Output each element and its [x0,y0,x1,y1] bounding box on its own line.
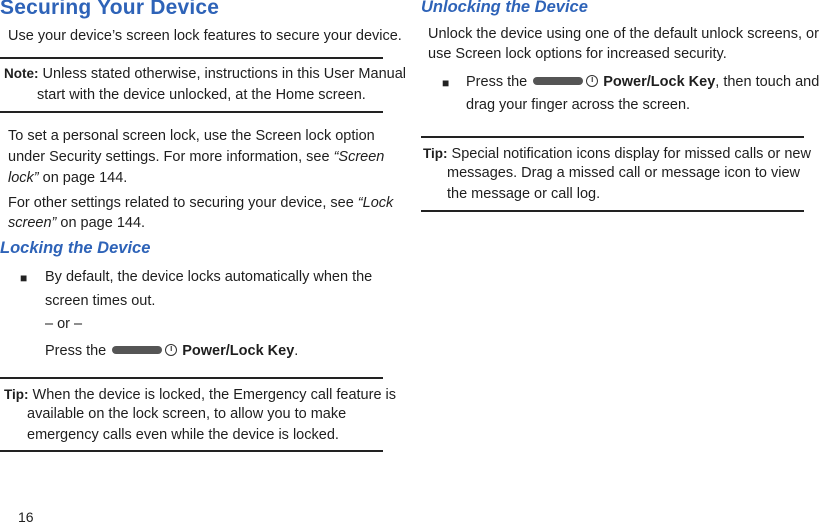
tip-line1: When the device is locked, the Emergency call feature is [32,387,397,403]
press-after-key: , then touch and [715,74,819,90]
para1-line2 [8,147,384,169]
unlocking-line1: Unlock the device using one of the default unlock screens, or [428,26,819,42]
para2-line2 [8,213,145,235]
tip-top-rule [0,377,383,379]
tip-line3: the message or call log. [447,186,601,202]
locking-bullet-line1: By default, the device locks automatically when the [45,269,373,285]
page-number: 16 [18,509,34,525]
note-bottom-rule [0,111,383,113]
screen-lock-link[interactable]: “Screen [333,149,385,165]
or-separator: – or – [45,316,83,332]
unlocking-press-line [466,72,819,94]
para1-line3 [8,168,127,190]
para2-line1 [8,193,393,215]
locking-heading: Locking the Device [0,239,151,257]
tip-label: Tip: [423,146,448,161]
lock-screen-link[interactable]: “Lock [357,195,394,211]
page-title: Securing Your Device [0,0,220,19]
press-period: . [294,343,299,359]
unlocking-heading: Unlocking the Device [421,0,588,16]
tip-line2: messages. Drag a missed call or message icon to view [447,165,800,181]
press-text: Press the [45,343,107,359]
para1-text: under Security settings. For more information, see [8,149,334,165]
tip-top-rule [421,136,804,138]
note-top-rule [0,57,383,59]
unlocking-line2: use Screen lock options for increased security. [428,46,727,62]
locking-press-line [45,341,298,363]
note-text-1: Unless stated otherwise, instructions in this User Manual [42,66,406,82]
power-key-graphic [112,346,162,354]
power-lock-key-label: Power/Lock Key [603,74,716,90]
bullet-icon: ■ [20,271,28,285]
para2-text: For other settings related to securing your device, see [8,195,358,211]
power-key-graphic [533,77,583,85]
intro-text: Use your device’s screen lock features to secure your device. [8,28,402,44]
para2-page-ref: on page 144. [56,215,146,231]
power-lock-key-label: Power/Lock Key [182,343,295,359]
locking-bullet-line2: screen times out. [45,293,156,309]
press-text: Press the [466,74,528,90]
lock-screen-link-cont[interactable]: screen” [8,215,57,231]
power-icon: I [165,344,177,356]
tip-label: Tip: [4,387,29,402]
screen-lock-link-cont[interactable]: lock” [8,170,39,186]
tip-line3: emergency calls even while the device is locked. [27,427,339,443]
bullet-icon: ■ [442,76,450,90]
note-label: Note: [4,66,39,81]
para1-page-ref: on page 144. [38,170,128,186]
unlocking-line3: drag your finger across the screen. [466,97,691,113]
power-icon: I [586,75,598,87]
tip-bottom-rule [421,210,804,212]
tip-line2: available on the lock screen, to allow you to make [27,406,347,422]
note-block [4,63,406,86]
tip-bottom-rule [0,450,383,452]
note-text-2: start with the device unlocked, at the Home screen. [37,87,366,103]
para1-line1: To set a personal screen lock, use the Screen lock option [8,128,375,144]
tip-line1: Special notification icons display for missed calls or new [451,146,811,162]
